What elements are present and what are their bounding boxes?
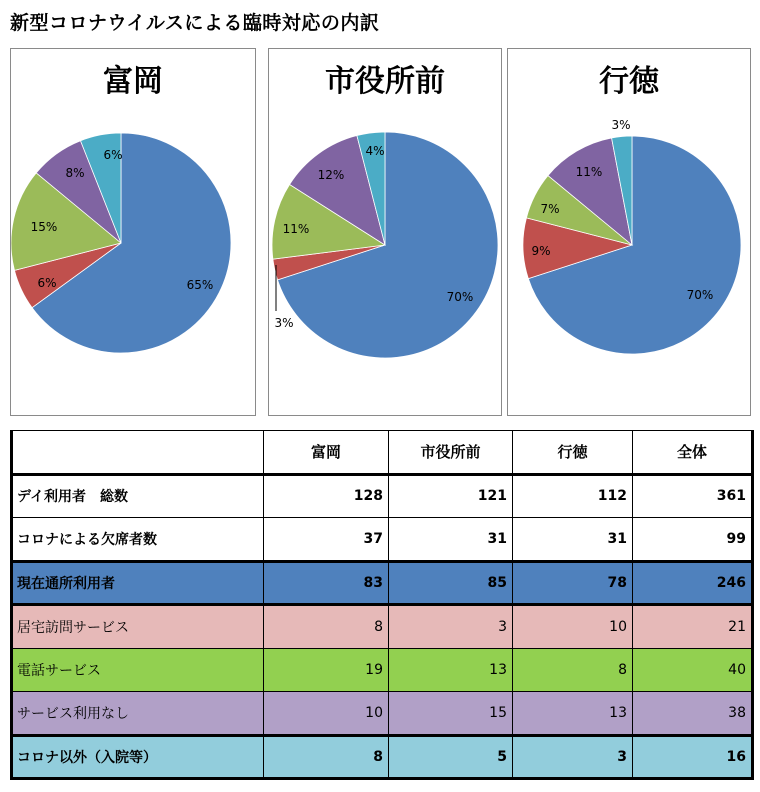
pie-slices [272,132,498,358]
header-cell: 全体 [633,431,753,475]
table-row-home [12,605,753,649]
pie-label-home: 6% [37,276,57,290]
cell-value: 31 [389,518,513,562]
row-label: 現在通所利用者 [12,561,264,605]
pie-title: 市役所前 [325,64,445,99]
pie-label-home: 9% [531,244,551,258]
cell-value: 85 [389,561,513,605]
cell-value: 31 [513,518,633,562]
breakdown-table [10,430,754,780]
table-header-row [12,431,753,475]
table-row-current [12,561,753,605]
cell-value: 361 [633,474,753,518]
pie-slices [11,133,231,353]
table-row-total [12,474,753,518]
pie-label-current: 70% [686,288,714,302]
cell-value: 16 [633,735,753,779]
row-label: サービス利用なし [12,692,264,736]
cell-value: 128 [264,474,389,518]
pie-label-phone: 11% [282,222,310,236]
header-cell [12,431,264,475]
header-cell: 市役所前 [389,431,513,475]
pie-label-other: 6% [103,148,123,162]
cell-value: 13 [513,692,633,736]
pie-label-none: 11% [575,165,603,179]
row-label: コロナによる欠席者数 [12,518,264,562]
pie-label-phone: 15% [30,220,58,234]
cell-value: 246 [633,561,753,605]
cell-value: 13 [389,648,513,692]
pie-chart-shiyakushomae [268,48,502,416]
page-title: 新型コロナウイルスによる臨時対応の内訳 [10,12,380,34]
cell-value: 21 [633,605,753,649]
cell-value: 8 [264,605,389,649]
pie-svg-shiyakushomae [269,49,501,415]
cell-value: 15 [389,692,513,736]
cell-value: 10 [513,605,633,649]
row-label: 電話サービス [12,648,264,692]
cell-value: 3 [389,605,513,649]
pie-label-current: 70% [446,290,474,304]
table-row-absent [12,518,753,562]
cell-value: 83 [264,561,389,605]
cell-value: 40 [633,648,753,692]
pie-chart-tomioka [10,48,256,416]
cell-value: 78 [513,561,633,605]
row-label: デイ利用者 総数 [12,474,264,518]
cell-value: 10 [264,692,389,736]
cell-value: 19 [264,648,389,692]
table-row-phone [12,648,753,692]
table-row-none [12,692,753,736]
pie-svg-tomioka [11,49,255,415]
cell-value: 99 [633,518,753,562]
pie-chart-gyotoku [507,48,751,416]
cell-value: 37 [264,518,389,562]
pie-svg-gyotoku [508,49,750,415]
cell-value: 38 [633,692,753,736]
header-cell: 行徳 [513,431,633,475]
row-label: 居宅訪問サービス [12,605,264,649]
pie-title: 富岡 [103,64,163,99]
pie-label-current: 65% [186,278,214,292]
header-cell: 富岡 [264,431,389,475]
cell-value: 8 [264,735,389,779]
pie-label-none: 12% [317,168,345,182]
cell-value: 8 [513,648,633,692]
table-row-other [12,735,753,779]
pie-label-home: 3% [274,316,294,330]
pie-slices [523,136,741,354]
pie-label-none: 8% [65,166,85,180]
row-label: コロナ以外（入院等） [12,735,264,779]
pie-label-other: 4% [365,144,385,158]
pie-label-other: 3% [611,118,631,132]
cell-value: 121 [389,474,513,518]
pie-label-phone: 7% [540,202,560,216]
cell-value: 3 [513,735,633,779]
cell-value: 5 [389,735,513,779]
pie-title: 行徳 [599,64,659,99]
cell-value: 112 [513,474,633,518]
